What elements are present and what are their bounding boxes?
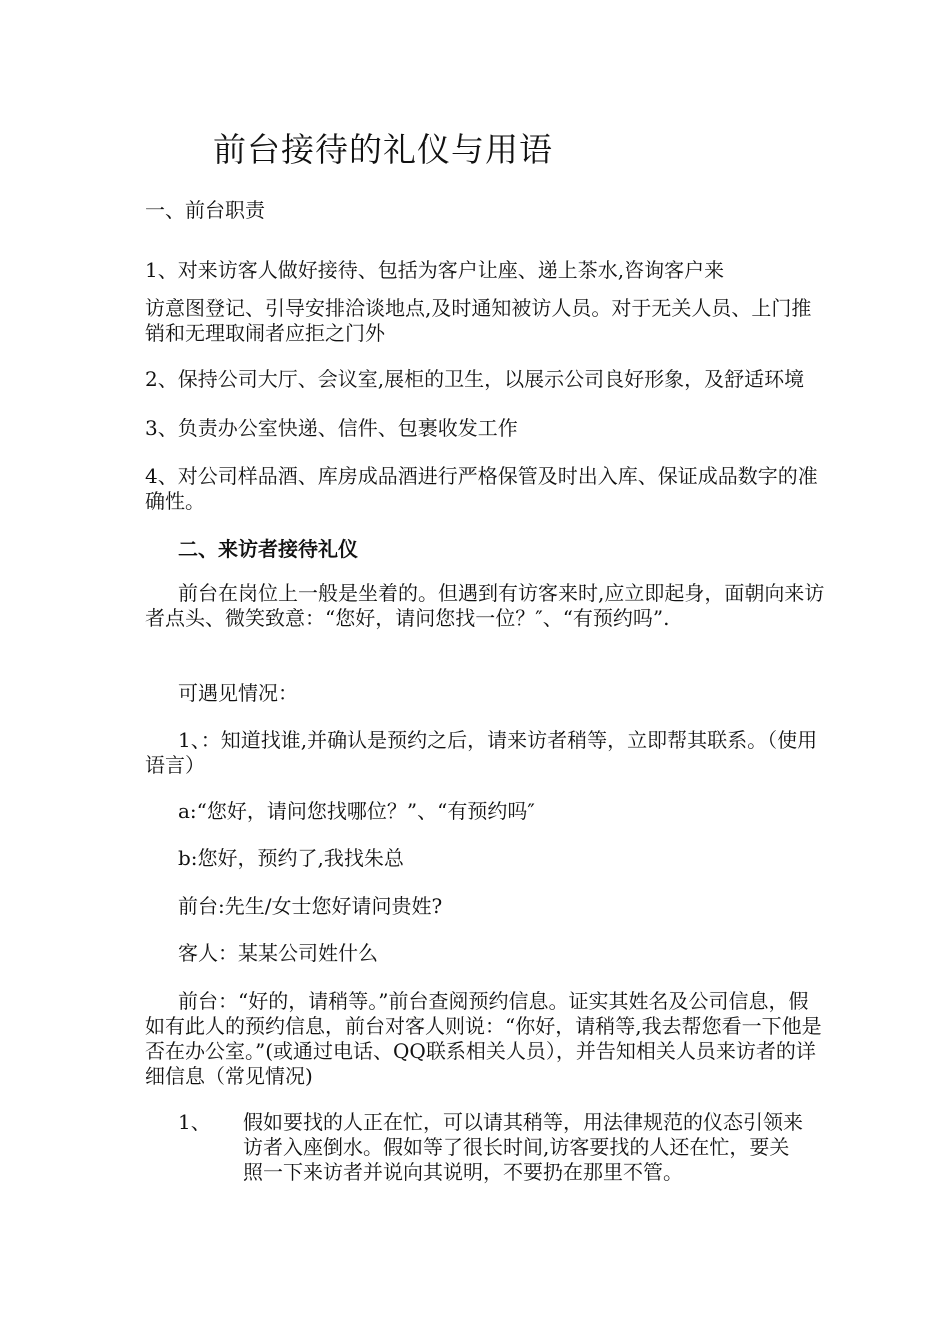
section1-item2: 2、保持公司大厅、会议室,展柜的卫生，以展示公司良好形象，及舒适环境 — [145, 367, 805, 391]
page-title: 前台接待的礼仪与用语 — [213, 130, 553, 169]
section1-item3: 3、负责办公室快递、信件、包裹收发工作 — [145, 416, 518, 440]
section1-heading: 一、前台职责 — [145, 198, 265, 222]
dialog-b: b:您好，预约了,我找朱总 — [178, 846, 404, 870]
section2-para3: 1、：知道找谁,并确认是预约之后，请来访者稍等，立即帮其联系。（使用语言） — [145, 728, 818, 777]
section1-item1-line1: 1、对来访客人做好接待、包括为客户让座、递上茶水,咨询客户来 — [145, 258, 725, 282]
section1-item1-line2: 访意图登记、引导安排洽谈地点,及时通知被访人员。对于无关人员、上门推销和无理取闹者应拒之门外 — [145, 296, 812, 345]
section2-para2: 可遇见情况： — [178, 681, 298, 705]
list-item-text: 假如要找的人正在忙，可以请其稍等，用法律规范的仪态引领来访者入座倒水。假如等了很长时间,访客要找的人还在忙，要关照一下来访者并说向其说明，不要扔在那里不管。 — [243, 1110, 803, 1184]
dialog-guest: 客人：某某公司姓什么 — [178, 941, 378, 965]
dialog-a: a:“您好，请问您找哪位？”、“有预约吗″ — [178, 799, 535, 823]
section2-para4: 前台：“好的，请稍等。”前台查阅预约信息。证实其姓名及公司信息，假如有此人的预约信息，前台对客人则说：“你好，请稍等,我去帮您看一下他是否在办公室。”(或通过电话、QQ联系相关人员），并告知相关人员来访者的详细信息（常见情况) — [145, 989, 822, 1088]
dialog-front-desk: 前台:先生/女士您好请问贵姓? — [178, 894, 443, 918]
list-item-number: 1、 — [178, 1110, 211, 1134]
section2-heading: 二、来访者接待礼仪 — [178, 537, 358, 561]
section2-para1: 前台在岗位上一般是坐着的。但遇到有访客来时,应立即起身，面朝向来访者点头、微笑致意：“您好，请问您找一位？″、“有预约吗”. — [145, 581, 825, 630]
section1-item4: 4、对公司样品酒、库房成品酒进行严格保管及时出入库、保证成品数字的准确性。 — [145, 464, 818, 513]
